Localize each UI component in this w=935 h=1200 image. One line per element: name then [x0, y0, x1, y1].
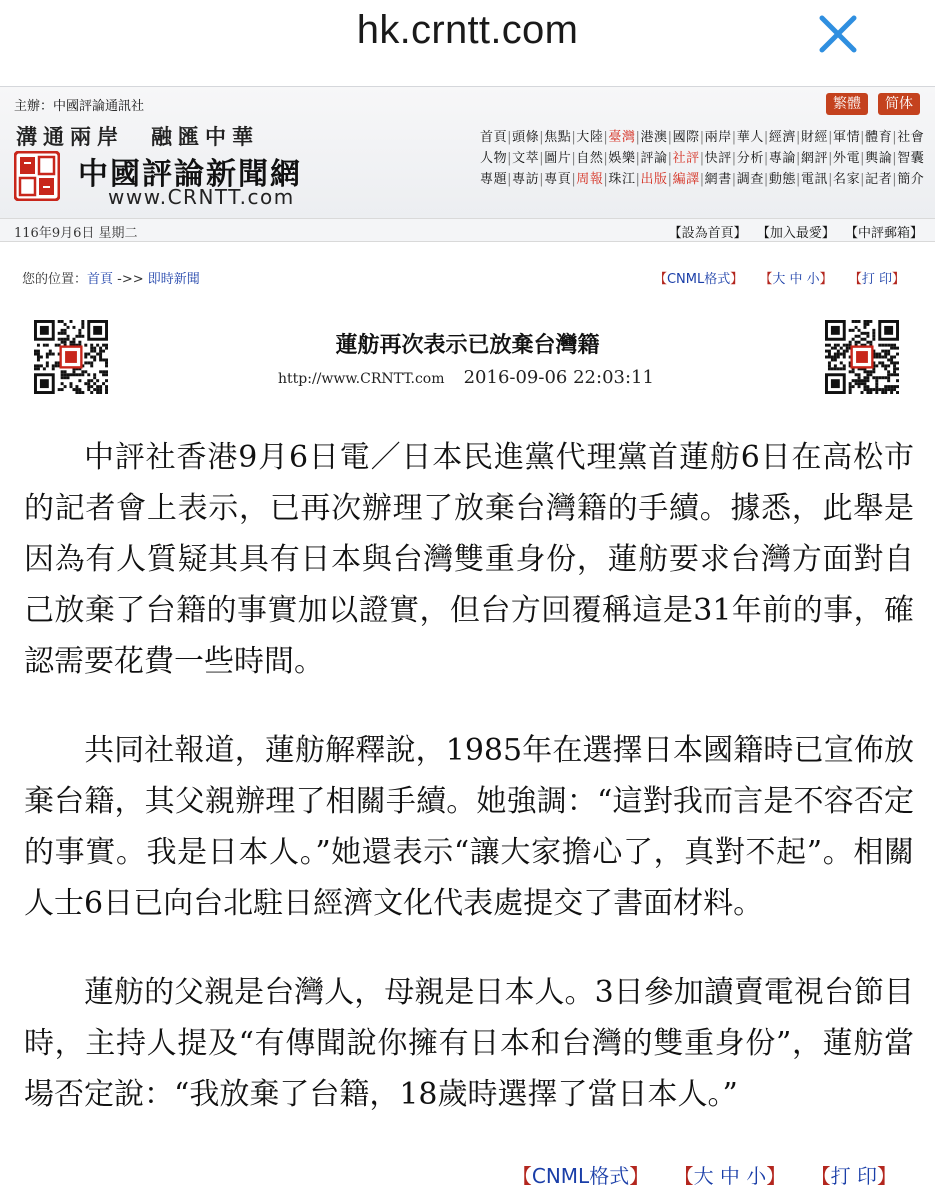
nav-separator: | [731, 172, 737, 187]
quick-links [663, 222, 923, 241]
nav-separator: | [860, 172, 865, 187]
article-tools-top [654, 268, 905, 287]
nav-item[interactable]: 網評 [800, 151, 829, 166]
nav-separator: | [731, 130, 737, 145]
nav-separator: | [892, 151, 897, 166]
nav-item[interactable]: 焦點 [543, 130, 572, 145]
nav-row [480, 169, 924, 190]
nav-item[interactable]: 人物 [480, 151, 508, 166]
crntt-mail-link[interactable]: 【中評郵箱】 [844, 226, 923, 241]
nav-separator: | [507, 130, 512, 145]
nav-item[interactable]: 社評 [672, 151, 700, 166]
close-icon[interactable] [812, 8, 864, 60]
nav-item[interactable]: 頭條 [511, 130, 540, 145]
breadcrumb-section-link[interactable]: 即時新聞 [147, 272, 200, 287]
nav-separator: | [667, 151, 672, 166]
nav-item[interactable]: 社會 [896, 130, 924, 145]
nav-separator: | [699, 172, 705, 187]
nav-item[interactable]: 圖片 [543, 151, 572, 166]
article-paragraph: 中評社香港9月6日電／日本民進黨代理黨首蓮舫6日在高松市的記者會上表示，已再次辦理了放棄台灣籍的手續。據悉，此舉是因為有人質疑其具有日本與台灣雙重身份，蓮舫要求台灣方面對自己放棄了台籍的事實加以證實，但台方回覆稱這是31年前的事，確認需要花費一些時間。 [24, 440, 914, 679]
nav-item[interactable]: 經濟 [768, 130, 796, 145]
nav-separator: | [699, 130, 705, 145]
nav-item[interactable]: 文萃 [511, 151, 540, 166]
site-slogan: 溝通兩岸 融匯中華 [16, 124, 259, 149]
nav-separator: | [763, 151, 769, 166]
traditional-chinese-button[interactable]: 繁體 [826, 93, 868, 115]
article-timestamp: 2016-09-06 22:03:11 [463, 367, 654, 388]
site-domain: www.CRNTT.com [108, 185, 295, 209]
nav-item[interactable]: 珠江 [607, 172, 636, 187]
nav-item[interactable]: 編譯 [672, 172, 700, 187]
nav-item[interactable]: 輿論 [864, 151, 893, 166]
site-logo[interactable] [14, 119, 344, 211]
nav-separator: | [828, 130, 833, 145]
breadcrumb [22, 268, 200, 287]
date-bar [0, 218, 935, 242]
site-name: 中國評論新聞網 [78, 157, 302, 192]
nav-item[interactable]: 首頁 [480, 130, 508, 145]
nav-separator: | [828, 151, 833, 166]
nav-row [480, 127, 924, 148]
nav-separator: | [667, 172, 672, 187]
nav-item[interactable]: 大陸 [575, 130, 604, 145]
cnml-format-link[interactable]: 【CNML格式】 [511, 1164, 650, 1188]
nav-separator: | [571, 130, 576, 145]
article-title: 蓮舫再次表示已放棄台灣籍 [335, 333, 600, 358]
nav-item[interactable]: 兩岸 [704, 130, 732, 145]
nav-item[interactable]: 外電 [832, 151, 861, 166]
nav-separator: | [892, 130, 897, 145]
nav-item[interactable]: 簡介 [896, 172, 924, 187]
nav-separator: | [507, 151, 512, 166]
nav-separator: | [860, 151, 865, 166]
nav-separator: | [539, 130, 544, 145]
nav-item[interactable]: 華人 [736, 130, 764, 145]
nav-separator: | [828, 172, 833, 187]
browser-bar [0, 0, 935, 86]
simplified-chinese-button[interactable]: 简体 [878, 93, 920, 115]
nav-item[interactable]: 分析 [736, 151, 764, 166]
nav-separator: | [795, 130, 801, 145]
nav-item[interactable]: 專頁 [543, 172, 572, 187]
nav-separator: | [795, 172, 801, 187]
nav-item[interactable]: 動態 [768, 172, 796, 187]
add-favorites-link[interactable]: 【加入最愛】 [756, 226, 835, 241]
print-link[interactable]: 【打 印】 [848, 272, 905, 287]
article-paragraph: 蓮舫的父親是台灣人，母親是日本人。3日參加讀賣電視台節目時，主持人提及“有傳聞說你擁有日本和台灣的雙重身份”，蓮舫當場否定說：“我放棄了台籍，18歲時選擇了當日本人。” [24, 975, 914, 1112]
nav-item[interactable]: 臺灣 [607, 130, 636, 145]
nav-item[interactable]: 國際 [672, 130, 700, 145]
nav-separator: | [635, 172, 640, 187]
nav-separator: | [571, 151, 576, 166]
font-size-links[interactable]: 【大 中 小】 [759, 272, 833, 287]
nav-separator: | [603, 172, 608, 187]
nav-item[interactable]: 港澳 [639, 130, 668, 145]
site-header [0, 86, 935, 218]
nav-separator: | [892, 172, 897, 187]
nav-row [480, 148, 924, 169]
nav-item[interactable]: 名家 [832, 172, 861, 187]
address-bar-url[interactable]: hk.crntt.com [356, 8, 579, 52]
set-homepage-link[interactable]: 【設為首頁】 [668, 226, 747, 241]
nav-separator: | [860, 130, 865, 145]
breadcrumb-separator: ->> [113, 272, 148, 287]
article-tools-bottom [512, 1160, 897, 1189]
article-meta [278, 367, 654, 388]
nav-separator: | [763, 172, 769, 187]
nav-item[interactable]: 軍情 [832, 130, 861, 145]
nav-separator: | [667, 130, 672, 145]
nav-separator: | [795, 151, 801, 166]
nav-item[interactable]: 網書 [704, 172, 732, 187]
main-navigation [480, 127, 924, 190]
nav-item[interactable]: 娛樂 [607, 151, 636, 166]
font-size-links[interactable]: 【大 中 小】 [673, 1164, 787, 1188]
nav-separator: | [539, 151, 544, 166]
nav-item[interactable]: 專題 [480, 172, 508, 187]
nav-item[interactable]: 出版 [639, 172, 668, 187]
nav-item[interactable]: 調查 [736, 172, 764, 187]
nav-item[interactable]: 自然 [575, 151, 604, 166]
nav-item[interactable]: 周報 [575, 172, 604, 187]
article-body [24, 432, 914, 1158]
current-date: 116年9月6日 星期二 [14, 226, 138, 241]
print-link[interactable]: 【打 印】 [810, 1164, 897, 1188]
nav-item[interactable]: 專訪 [511, 172, 540, 187]
nav-separator: | [603, 151, 608, 166]
nav-separator: | [539, 172, 544, 187]
source-url[interactable]: http://www.CRNTT.com [278, 371, 445, 387]
nav-item[interactable]: 記者 [864, 172, 893, 187]
nav-separator: | [763, 130, 769, 145]
nav-item[interactable]: 專論 [768, 151, 796, 166]
nav-separator: | [507, 172, 512, 187]
nav-separator: | [603, 130, 608, 145]
breadcrumb-home-link[interactable]: 首頁 [87, 272, 114, 287]
nav-separator: | [635, 151, 640, 166]
article-paragraph: 共同社報道，蓮舫解釋說，1985年在選擇日本國籍時已宣佈放棄台籍，其父親辦理了相關手續。她強調：“這對我而言是不容否定的事實。我是日本人。”她還表示“讓大家擔心了，真對不起”。相關人士6日已向台北駐日經濟文化代表處提交了書面材料。 [24, 733, 914, 921]
breadcrumb-label: 您的位置： [22, 272, 88, 287]
nav-item[interactable]: 智囊 [896, 151, 924, 166]
nav-item[interactable]: 快評 [704, 151, 732, 166]
nav-item[interactable]: 評論 [639, 151, 668, 166]
seal-logo-icon [14, 151, 60, 201]
sponsor-label: 主辦：中國評論通訊社 [14, 99, 145, 114]
nav-separator: | [571, 172, 576, 187]
cnml-format-link[interactable]: 【CNML格式】 [653, 272, 744, 287]
nav-separator: | [635, 130, 640, 145]
nav-item[interactable]: 體育 [864, 130, 893, 145]
nav-item[interactable]: 財經 [800, 130, 829, 145]
nav-separator: | [699, 151, 705, 166]
nav-item[interactable]: 電訊 [800, 172, 829, 187]
nav-separator: | [731, 151, 737, 166]
